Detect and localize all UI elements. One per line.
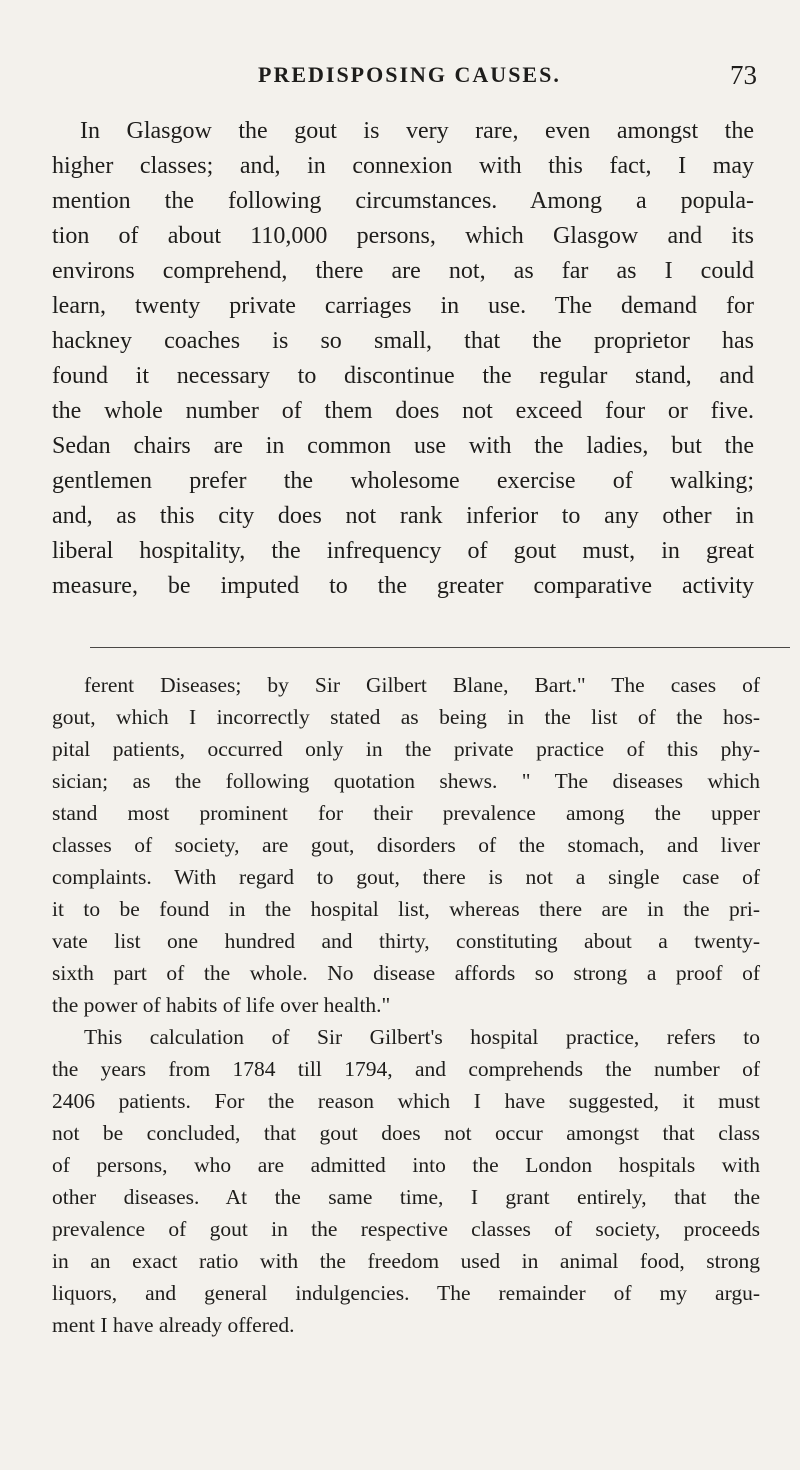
footnote-line: of persons, who are admitted into the London hospitals with xyxy=(52,1153,760,1177)
running-title: PREDISPOSING CAUSES. xyxy=(258,62,561,87)
text-line: measure, be imputed to the greater comparative activity xyxy=(52,573,754,599)
text-line: gentlemen prefer the wholesome exercise of walking; xyxy=(52,468,754,494)
footnote-line: not be concluded, that gout does not occur amongst that class xyxy=(52,1121,760,1145)
footnote xyxy=(52,669,760,1341)
footnote-line: prevalence of gout in the respective classes of society, proceeds xyxy=(52,1217,760,1241)
footnote-line: in an exact ratio with the freedom used in animal food, strong xyxy=(52,1249,760,1273)
text-line: hackney coaches is so small, that the proprietor has xyxy=(52,328,754,354)
page-number: 73 xyxy=(730,60,757,90)
footnote-line: sixth part of the whole. No disease affords so strong a proof of xyxy=(52,961,760,985)
text-line: found it necessary to discontinue the regular stand, and xyxy=(52,363,754,389)
footnote-line: vate list one hundred and thirty, constituting about a twenty- xyxy=(52,929,760,953)
running-head xyxy=(0,62,800,102)
text-line: the whole number of them does not exceed four or five. xyxy=(52,398,754,424)
footnote-line: liquors, and general indulgencies. The remainder of my argu- xyxy=(52,1281,760,1305)
footnote-line: classes of society, are gout, disorders of the stomach, and liver xyxy=(52,833,760,857)
main-paragraph xyxy=(52,114,754,604)
footnote-line: 2406 patients. For the reason which I have suggested, it must xyxy=(52,1089,760,1113)
footnote-line: sician; as the following quotation shews. " The diseases which xyxy=(52,769,760,793)
text-line: and, as this city does not rank inferior to any other in xyxy=(52,503,754,529)
text-line: tion of about 110,000 persons, which Glasgow and its xyxy=(52,223,754,249)
footnote-line: ment I have already offered. xyxy=(52,1313,295,1337)
footnote-divider xyxy=(90,647,790,648)
text-line: liberal hospitality, the infrequency of gout must, in great xyxy=(52,538,754,564)
text-line: In Glasgow the gout is very rare, even amongst the xyxy=(80,118,754,144)
text-line: higher classes; and, in connexion with this fact, I may xyxy=(52,153,754,179)
text-line: Sedan chairs are in common use with the ladies, but the xyxy=(52,433,754,459)
footnote-line: other diseases. At the same time, I grant entirely, that the xyxy=(52,1185,760,1209)
footnote-line: This calculation of Sir Gilbert's hospital practice, refers to xyxy=(84,1025,760,1049)
text-line: mention the following circumstances. Among a popula- xyxy=(52,188,754,214)
text-line: environs comprehend, there are not, as far as I could xyxy=(52,258,754,284)
footnote-line: gout, which I incorrectly stated as being in the list of the hos- xyxy=(52,705,760,729)
footnote-line: complaints. With regard to gout, there is not a single case of xyxy=(52,865,760,889)
footnote-line: pital patients, occurred only in the private practice of this phy- xyxy=(52,737,760,761)
text-line: learn, twenty private carriages in use. The demand for xyxy=(52,293,754,319)
footnote-line: the power of habits of life over health." xyxy=(52,993,391,1017)
footnote-line: the years from 1784 till 1794, and comprehends the number of xyxy=(52,1057,760,1081)
footnote-line: it to be found in the hospital list, whereas there are in the pri- xyxy=(52,897,760,921)
footnote-line: stand most prominent for their prevalence among the upper xyxy=(52,801,760,825)
footnote-line: ferent Diseases; by Sir Gilbert Blane, Bart." The cases of xyxy=(84,673,760,697)
